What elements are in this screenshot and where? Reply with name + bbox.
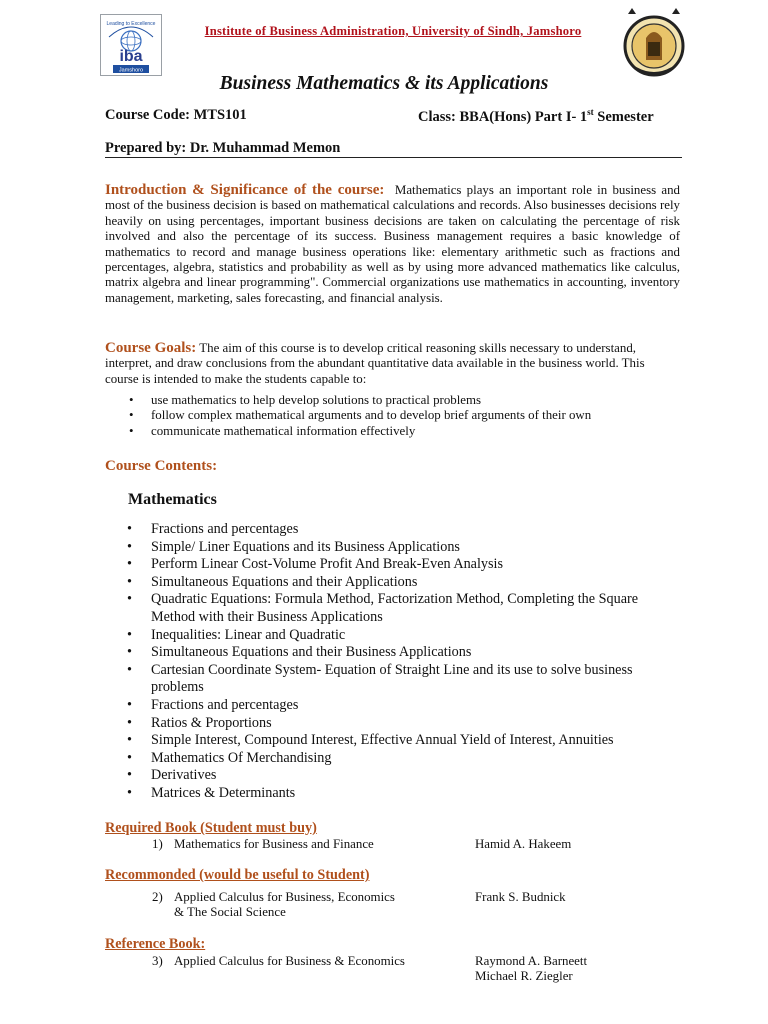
required-book-entry bbox=[152, 837, 374, 852]
book-title: Applied Calculus for Business, Economics bbox=[174, 890, 395, 904]
university-seal-icon bbox=[622, 8, 686, 78]
class-prefix: Class: BBA(Hons) Part I- 1 bbox=[418, 108, 588, 125]
goal-text: follow complex mathematical arguments and to develop brief arguments of their own bbox=[151, 408, 592, 423]
intro-text: Mathematics plays an important role in business and most of the business decision is based on mathematical calculations and records. Also businesses decisions rely heavily on using percentages, important business decisions are taken on calculating the percentage of risk involved and also the percentage of its success. Business management requires a basic knowledge of mathematics to record and manage business operations like: elementary arithmetic such as fractions and percentages, algebra, statistics and probability as well as by using more advanced mathematics like calculus, matrix algebra and linear programming". Commercial organizations use mathematics in accounting, inventory management, marketing, sales forecasting, and financial analysis. bbox=[105, 183, 680, 305]
book-number: 1) bbox=[152, 837, 163, 851]
content-text: Mathematics Of Merchandising bbox=[151, 749, 332, 766]
content-text: Inequalities: Linear and Quadratic bbox=[151, 626, 346, 643]
goal-text: communicate mathematical information effectively bbox=[151, 423, 416, 438]
institute-name: Institute of Business Administration, University of Sindh, Jamshoro bbox=[204, 24, 582, 38]
header-divider bbox=[105, 157, 682, 158]
list-item: • Mathematics Of Merchandising bbox=[127, 749, 332, 766]
list-item: • Matrices & Determinants bbox=[127, 784, 296, 801]
list-item: • Quadratic Equations: Formula Method, Factorization Method, Completing the Square Method with their Business Applications bbox=[127, 591, 639, 625]
content-text: Quadratic Equations: Formula Method, Factorization Method, Completing the Square Method with their Business Applications bbox=[151, 591, 639, 625]
content-text: Simultaneous Equations and their Business Applications bbox=[151, 644, 472, 661]
content-text: Simple/ Liner Equations and its Business Applications bbox=[151, 538, 460, 555]
course-code: Course Code: MTS101 bbox=[105, 107, 247, 123]
list-item: • communicate mathematical information effectively bbox=[129, 423, 416, 438]
intro-heading: Introduction & Significance of the course: bbox=[105, 182, 385, 198]
class-sup: st bbox=[587, 107, 594, 117]
content-text: Perform Linear Cost-Volume Profit And Break-Even Analysis bbox=[151, 556, 504, 573]
content-text: Simple Interest, Compound Interest, Effective Annual Yield of Interest, Annuities bbox=[151, 732, 614, 749]
book-number: 3) bbox=[152, 954, 163, 968]
book-title-cont: & The Social Science bbox=[174, 905, 286, 920]
recommended-book-heading: Recommonded (would be useful to Student) bbox=[105, 867, 370, 883]
goals-list bbox=[105, 393, 680, 439]
content-text: Simultaneous Equations and their Applications bbox=[151, 573, 418, 590]
list-item: • follow complex mathematical arguments and to develop brief arguments of their own bbox=[129, 408, 592, 423]
list-item: • Fractions and percentages bbox=[127, 521, 299, 537]
header bbox=[100, 14, 682, 80]
required-book-heading: Required Book (Student must buy) bbox=[105, 820, 317, 836]
content-text: Fractions and percentages bbox=[151, 521, 299, 537]
book-author bbox=[475, 954, 587, 985]
reference-book-heading: Reference Book: bbox=[105, 936, 206, 952]
logo-left-bottom-text: Jamshoro bbox=[118, 67, 144, 74]
content-text: Fractions and percentages bbox=[151, 696, 299, 713]
intro-section bbox=[105, 183, 680, 306]
mathematics-subheading: Mathematics bbox=[128, 491, 217, 508]
contents-list bbox=[105, 521, 680, 803]
content-text: Cartesian Coordinate System- Equation of Straight Line and its use to solve business problems bbox=[151, 661, 633, 696]
list-item: • Simple/ Liner Equations and its Business Applications bbox=[127, 538, 460, 555]
list-item: • use mathematics to help develop solutions to practical problems bbox=[129, 393, 482, 407]
book-author: Frank S. Budnick bbox=[475, 890, 566, 904]
iba-logo bbox=[100, 14, 162, 76]
goals-heading: Course Goals: bbox=[105, 340, 197, 356]
prepared-by: Prepared by: Dr. Muhammad Memon bbox=[105, 140, 341, 156]
class-suffix: Semester bbox=[593, 108, 654, 125]
list-item: • Simultaneous Equations and their Business Applications bbox=[127, 644, 472, 661]
list-item: • Fractions and percentages bbox=[127, 696, 299, 713]
list-item: • Derivatives bbox=[127, 767, 217, 784]
book-title: Applied Calculus for Business & Economics bbox=[174, 954, 405, 968]
content-text: Derivatives bbox=[151, 767, 217, 784]
author-line: Michael R. Ziegler bbox=[475, 969, 573, 984]
book-title: Mathematics for Business and Finance bbox=[174, 837, 374, 851]
author-line: Raymond A. Barneett bbox=[475, 954, 588, 968]
book-author: Hamid A. Hakeem bbox=[475, 837, 572, 851]
contents-heading: Course Contents: bbox=[105, 458, 218, 474]
list-item: • Cartesian Coordinate System- Equation of Straight Line and its use to solve business problems bbox=[127, 661, 633, 696]
list-item: • Ratios & Proportions bbox=[127, 714, 272, 731]
book-number: 2) bbox=[152, 890, 163, 904]
goal-text: use mathematics to help develop solutions to practical problems bbox=[151, 393, 482, 407]
course-title: Business Mathematics & its Applications bbox=[219, 73, 549, 94]
content-text: Ratios & Proportions bbox=[151, 714, 272, 731]
list-item: • Perform Linear Cost-Volume Profit And Break-Even Analysis bbox=[127, 556, 504, 573]
goals-section bbox=[105, 341, 680, 387]
logo-left-top-text: Leading to Excellence bbox=[106, 21, 156, 27]
list-item: • Simultaneous Equations and their Applications bbox=[127, 573, 418, 590]
reference-book-entry bbox=[152, 954, 405, 969]
class-info bbox=[418, 107, 654, 126]
content-text: Matrices & Determinants bbox=[151, 784, 296, 801]
list-item: • Inequalities: Linear and Quadratic bbox=[127, 626, 346, 643]
list-item: • Simple Interest, Compound Interest, Effective Annual Yield of Interest, Annuities bbox=[127, 732, 614, 749]
goals-text: The aim of this course is to develop critical reasoning skills necessary to understand, interpret, and draw conclusions from the abundant quantitative data available in the business world. This course is intended to make the students capable to: bbox=[105, 341, 645, 386]
recommended-book-entry bbox=[152, 890, 395, 921]
logo-left-main-text: iba bbox=[119, 48, 143, 65]
